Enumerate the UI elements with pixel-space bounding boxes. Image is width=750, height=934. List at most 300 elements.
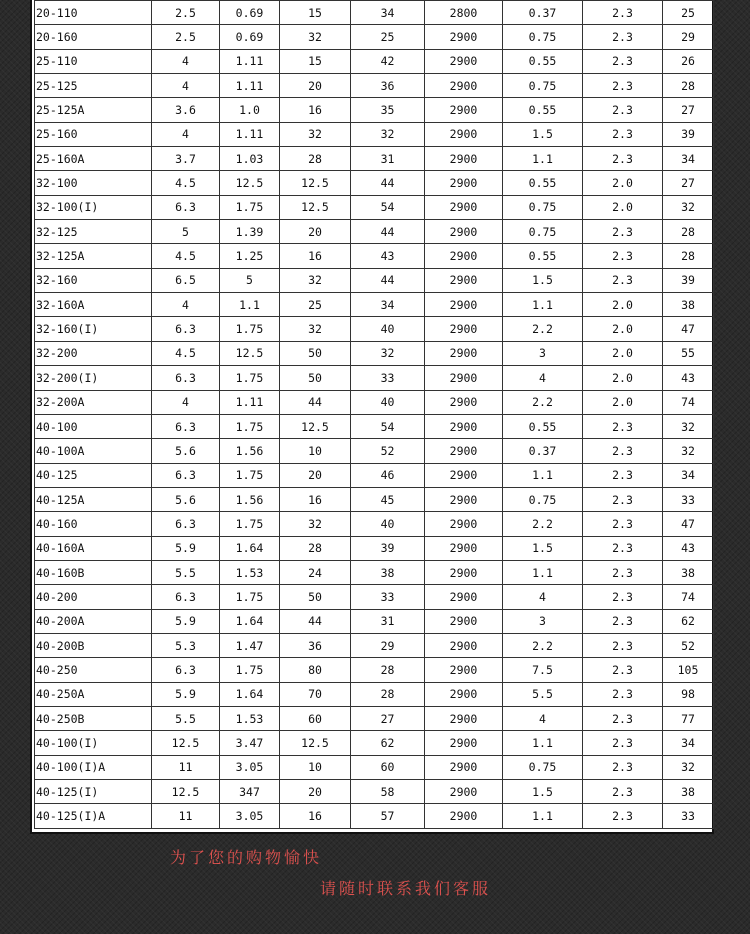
table-cell: 10 bbox=[280, 755, 351, 779]
table-cell: 1.1 bbox=[503, 147, 583, 171]
table-cell: 2900 bbox=[425, 682, 503, 706]
table-cell: 2.3 bbox=[583, 609, 663, 633]
table-row bbox=[35, 293, 714, 317]
model-cell: 25-125 bbox=[35, 74, 152, 98]
model-cell: 32-100(I) bbox=[35, 195, 152, 219]
footer-thanks-text: 为了您的购物愉快 bbox=[170, 848, 323, 867]
table-cell: 2900 bbox=[425, 463, 503, 487]
table-cell: 40 bbox=[351, 317, 425, 341]
table-cell: 52 bbox=[351, 439, 425, 463]
table-cell: 1.11 bbox=[220, 122, 280, 146]
table-row bbox=[35, 414, 714, 438]
table-cell: 1.39 bbox=[220, 220, 280, 244]
table-cell: 1.53 bbox=[220, 706, 280, 730]
table-cell: 1.03 bbox=[220, 147, 280, 171]
table-cell: 5.5 bbox=[152, 706, 220, 730]
table-cell: 1.56 bbox=[220, 487, 280, 511]
table-cell: 4 bbox=[152, 122, 220, 146]
table-cell: 2.0 bbox=[583, 341, 663, 365]
table-cell: 7.5 bbox=[503, 658, 583, 682]
table-cell: 36 bbox=[280, 633, 351, 657]
footer-contact-text: 请随时联系我们客服 bbox=[320, 879, 492, 898]
table-cell: 80 bbox=[280, 658, 351, 682]
table-cell: 2900 bbox=[425, 293, 503, 317]
table-cell: 1.1 bbox=[503, 293, 583, 317]
table-cell: 20 bbox=[280, 220, 351, 244]
table-cell: 0.55 bbox=[503, 244, 583, 268]
table-cell: 2900 bbox=[425, 390, 503, 414]
table-cell: 2900 bbox=[425, 585, 503, 609]
table-cell: 4 bbox=[152, 74, 220, 98]
table-cell: 5.6 bbox=[152, 487, 220, 511]
model-cell: 32-200 bbox=[35, 341, 152, 365]
table-cell: 31 bbox=[351, 147, 425, 171]
table-cell: 2.3 bbox=[583, 536, 663, 560]
table-row bbox=[35, 755, 714, 779]
model-cell: 32-160(I) bbox=[35, 317, 152, 341]
table-cell: 2.3 bbox=[583, 512, 663, 536]
table-cell: 12.5 bbox=[220, 171, 280, 195]
table-row bbox=[35, 682, 714, 706]
table-cell: 2.5 bbox=[152, 1, 220, 25]
table-row bbox=[35, 317, 714, 341]
table-cell: 1.64 bbox=[220, 536, 280, 560]
table-cell: 34 bbox=[351, 293, 425, 317]
table-cell: 54 bbox=[351, 414, 425, 438]
table-cell: 5 bbox=[152, 220, 220, 244]
table-cell: 43 bbox=[351, 244, 425, 268]
table-cell: 31 bbox=[351, 609, 425, 633]
table-row bbox=[35, 780, 714, 804]
table-cell: 38 bbox=[351, 560, 425, 584]
table-cell: 34 bbox=[663, 147, 714, 171]
table-cell: 2.3 bbox=[583, 780, 663, 804]
table-cell: 32 bbox=[663, 414, 714, 438]
table-cell: 2900 bbox=[425, 341, 503, 365]
table-cell: 2.3 bbox=[583, 244, 663, 268]
table-cell: 3 bbox=[503, 341, 583, 365]
table-cell: 1.25 bbox=[220, 244, 280, 268]
table-cell: 1.11 bbox=[220, 74, 280, 98]
table-cell: 16 bbox=[280, 804, 351, 828]
table-cell: 3.47 bbox=[220, 731, 280, 755]
table-cell: 2.3 bbox=[583, 804, 663, 828]
table-cell: 44 bbox=[351, 268, 425, 292]
table-cell: 2.3 bbox=[583, 25, 663, 49]
table-cell: 6.3 bbox=[152, 463, 220, 487]
model-cell: 40-125(I) bbox=[35, 780, 152, 804]
table-cell: 1.0 bbox=[220, 98, 280, 122]
table-cell: 50 bbox=[280, 585, 351, 609]
table-cell: 2900 bbox=[425, 706, 503, 730]
table-cell: 28 bbox=[280, 536, 351, 560]
table-cell: 1.11 bbox=[220, 390, 280, 414]
table-cell: 2.3 bbox=[583, 122, 663, 146]
table-cell: 34 bbox=[663, 463, 714, 487]
model-cell: 32-160A bbox=[35, 293, 152, 317]
table-cell: 1.5 bbox=[503, 780, 583, 804]
table-cell: 2900 bbox=[425, 658, 503, 682]
model-cell: 40-160A bbox=[35, 536, 152, 560]
table-row bbox=[35, 220, 714, 244]
table-cell: 0.75 bbox=[503, 487, 583, 511]
table-cell: 2.0 bbox=[583, 390, 663, 414]
table-cell: 1.75 bbox=[220, 658, 280, 682]
model-cell: 40-125 bbox=[35, 463, 152, 487]
table-row bbox=[35, 98, 714, 122]
table-cell: 2.3 bbox=[583, 755, 663, 779]
table-row bbox=[35, 195, 714, 219]
table-cell: 28 bbox=[663, 74, 714, 98]
model-cell: 32-160 bbox=[35, 268, 152, 292]
table-cell: 12.5 bbox=[220, 341, 280, 365]
table-row bbox=[35, 171, 714, 195]
model-cell: 25-160 bbox=[35, 122, 152, 146]
table-cell: 1.64 bbox=[220, 609, 280, 633]
table-cell: 12.5 bbox=[280, 731, 351, 755]
table-cell: 2900 bbox=[425, 317, 503, 341]
table-cell: 0.75 bbox=[503, 755, 583, 779]
table-row bbox=[35, 609, 714, 633]
table-cell: 2900 bbox=[425, 171, 503, 195]
table-cell: 77 bbox=[663, 706, 714, 730]
table-cell: 12.5 bbox=[280, 171, 351, 195]
table-cell: 25 bbox=[280, 293, 351, 317]
table-cell: 2.3 bbox=[583, 682, 663, 706]
table-cell: 2900 bbox=[425, 755, 503, 779]
table-cell: 2.0 bbox=[583, 366, 663, 390]
table-cell: 2.3 bbox=[583, 560, 663, 584]
table-cell: 98 bbox=[663, 682, 714, 706]
table-cell: 2.2 bbox=[503, 633, 583, 657]
table-cell: 2.0 bbox=[583, 195, 663, 219]
model-cell: 40-160 bbox=[35, 512, 152, 536]
table-cell: 33 bbox=[351, 366, 425, 390]
table-cell: 1.75 bbox=[220, 512, 280, 536]
model-cell: 40-250 bbox=[35, 658, 152, 682]
table-cell: 4 bbox=[503, 366, 583, 390]
table-cell: 1.47 bbox=[220, 633, 280, 657]
model-cell: 32-125 bbox=[35, 220, 152, 244]
model-cell: 25-160A bbox=[35, 147, 152, 171]
table-cell: 10 bbox=[280, 439, 351, 463]
table-cell: 2.0 bbox=[583, 317, 663, 341]
table-cell: 4 bbox=[152, 390, 220, 414]
table-cell: 28 bbox=[663, 220, 714, 244]
table-cell: 2.3 bbox=[583, 487, 663, 511]
table-cell: 16 bbox=[280, 98, 351, 122]
table-cell: 32 bbox=[663, 195, 714, 219]
table-cell: 32 bbox=[280, 512, 351, 536]
model-cell: 40-250B bbox=[35, 706, 152, 730]
table-cell: 2900 bbox=[425, 366, 503, 390]
table-cell: 0.69 bbox=[220, 1, 280, 25]
table-cell: 0.37 bbox=[503, 1, 583, 25]
model-cell: 40-200B bbox=[35, 633, 152, 657]
table-cell: 43 bbox=[663, 536, 714, 560]
table-cell: 2900 bbox=[425, 268, 503, 292]
table-cell: 2900 bbox=[425, 25, 503, 49]
table-cell: 2.0 bbox=[583, 293, 663, 317]
table-cell: 44 bbox=[351, 171, 425, 195]
table-cell: 40 bbox=[351, 390, 425, 414]
table-cell: 55 bbox=[663, 341, 714, 365]
table-cell: 4 bbox=[152, 293, 220, 317]
table-cell: 28 bbox=[663, 244, 714, 268]
model-cell: 20-160 bbox=[35, 25, 152, 49]
table-cell: 32 bbox=[280, 25, 351, 49]
table-cell: 62 bbox=[663, 609, 714, 633]
table-cell: 32 bbox=[280, 268, 351, 292]
table-cell: 5.9 bbox=[152, 536, 220, 560]
table-cell: 25 bbox=[663, 1, 714, 25]
table-cell: 0.75 bbox=[503, 74, 583, 98]
table-cell: 34 bbox=[663, 731, 714, 755]
table-cell: 347 bbox=[220, 780, 280, 804]
table-cell: 26 bbox=[663, 49, 714, 73]
table-row bbox=[35, 439, 714, 463]
table-cell: 0.69 bbox=[220, 25, 280, 49]
table-row bbox=[35, 804, 714, 828]
table-row bbox=[35, 366, 714, 390]
table-cell: 11 bbox=[152, 755, 220, 779]
table-cell: 5.9 bbox=[152, 682, 220, 706]
table-cell: 2900 bbox=[425, 98, 503, 122]
table-cell: 2.0 bbox=[583, 171, 663, 195]
table-cell: 38 bbox=[663, 293, 714, 317]
table-cell: 105 bbox=[663, 658, 714, 682]
table-row bbox=[35, 1, 714, 25]
table-row bbox=[35, 244, 714, 268]
table-cell: 60 bbox=[280, 706, 351, 730]
table-cell: 2.3 bbox=[583, 268, 663, 292]
table-cell: 2.3 bbox=[583, 463, 663, 487]
table-cell: 2900 bbox=[425, 74, 503, 98]
table-row bbox=[35, 731, 714, 755]
table-row bbox=[35, 341, 714, 365]
model-cell: 25-110 bbox=[35, 49, 152, 73]
model-cell: 40-100 bbox=[35, 414, 152, 438]
table-cell: 2900 bbox=[425, 414, 503, 438]
table-cell: 2.3 bbox=[583, 74, 663, 98]
table-cell: 6.3 bbox=[152, 366, 220, 390]
table-cell: 2.3 bbox=[583, 49, 663, 73]
table-row bbox=[35, 658, 714, 682]
table-cell: 44 bbox=[280, 390, 351, 414]
table-cell: 2.3 bbox=[583, 414, 663, 438]
table-cell: 39 bbox=[351, 536, 425, 560]
model-cell: 32-200(I) bbox=[35, 366, 152, 390]
table-cell: 1.75 bbox=[220, 195, 280, 219]
table-cell: 42 bbox=[351, 49, 425, 73]
table-cell: 39 bbox=[663, 268, 714, 292]
table-cell: 32 bbox=[280, 122, 351, 146]
table-cell: 2.3 bbox=[583, 731, 663, 755]
table-row bbox=[35, 585, 714, 609]
table-cell: 2900 bbox=[425, 439, 503, 463]
table-cell: 6.3 bbox=[152, 585, 220, 609]
table-cell: 0.55 bbox=[503, 49, 583, 73]
table-cell: 52 bbox=[663, 633, 714, 657]
table-row bbox=[35, 147, 714, 171]
table-cell: 57 bbox=[351, 804, 425, 828]
table-cell: 34 bbox=[351, 1, 425, 25]
table-cell: 4.5 bbox=[152, 171, 220, 195]
table-cell: 20 bbox=[280, 74, 351, 98]
table-cell: 1.75 bbox=[220, 414, 280, 438]
table-cell: 16 bbox=[280, 487, 351, 511]
table-cell: 43 bbox=[663, 366, 714, 390]
table-cell: 2800 bbox=[425, 1, 503, 25]
model-cell: 20-110 bbox=[35, 1, 152, 25]
table-cell: 15 bbox=[280, 1, 351, 25]
table-cell: 1.5 bbox=[503, 268, 583, 292]
table-cell: 6.3 bbox=[152, 414, 220, 438]
table-cell: 12.5 bbox=[152, 731, 220, 755]
table-cell: 2.3 bbox=[583, 585, 663, 609]
model-cell: 32-200A bbox=[35, 390, 152, 414]
table-cell: 2900 bbox=[425, 780, 503, 804]
table-cell: 20 bbox=[280, 463, 351, 487]
table-cell: 27 bbox=[663, 171, 714, 195]
table-cell: 1.5 bbox=[503, 122, 583, 146]
table-cell: 3.6 bbox=[152, 98, 220, 122]
table-cell: 1.5 bbox=[503, 536, 583, 560]
table-cell: 2.3 bbox=[583, 98, 663, 122]
model-cell: 32-125A bbox=[35, 244, 152, 268]
model-cell: 40-100(I)A bbox=[35, 755, 152, 779]
table-cell: 2900 bbox=[425, 560, 503, 584]
table-cell: 1.75 bbox=[220, 317, 280, 341]
table-cell: 5.9 bbox=[152, 609, 220, 633]
table-cell: 0.55 bbox=[503, 171, 583, 195]
table-cell: 3.05 bbox=[220, 804, 280, 828]
table-cell: 27 bbox=[663, 98, 714, 122]
table-cell: 32 bbox=[351, 122, 425, 146]
table-cell: 5.5 bbox=[503, 682, 583, 706]
table-cell: 47 bbox=[663, 317, 714, 341]
model-cell: 40-125(I)A bbox=[35, 804, 152, 828]
table-cell: 2900 bbox=[425, 244, 503, 268]
table-cell: 50 bbox=[280, 341, 351, 365]
table-cell: 1.1 bbox=[503, 463, 583, 487]
table-cell: 54 bbox=[351, 195, 425, 219]
table-cell: 5 bbox=[220, 268, 280, 292]
table-cell: 27 bbox=[351, 706, 425, 730]
table-cell: 0.55 bbox=[503, 414, 583, 438]
table-cell: 0.75 bbox=[503, 220, 583, 244]
table-cell: 2.3 bbox=[583, 633, 663, 657]
table-cell: 15 bbox=[280, 49, 351, 73]
table-cell: 29 bbox=[663, 25, 714, 49]
table-cell: 1.1 bbox=[503, 731, 583, 755]
table-cell: 1.1 bbox=[503, 560, 583, 584]
table-cell: 2.3 bbox=[583, 1, 663, 25]
table-cell: 4.5 bbox=[152, 244, 220, 268]
model-cell: 40-200 bbox=[35, 585, 152, 609]
table-cell: 6.3 bbox=[152, 512, 220, 536]
table-cell: 32 bbox=[663, 755, 714, 779]
table-row bbox=[35, 122, 714, 146]
table-cell: 28 bbox=[351, 682, 425, 706]
table-row bbox=[35, 390, 714, 414]
model-cell: 40-100(I) bbox=[35, 731, 152, 755]
table-cell: 2900 bbox=[425, 487, 503, 511]
table-cell: 1.75 bbox=[220, 585, 280, 609]
model-cell: 32-100 bbox=[35, 171, 152, 195]
table-cell: 2.2 bbox=[503, 317, 583, 341]
table-cell: 1.1 bbox=[220, 293, 280, 317]
table-row bbox=[35, 487, 714, 511]
table-cell: 2.3 bbox=[583, 439, 663, 463]
model-cell: 25-125A bbox=[35, 98, 152, 122]
table-cell: 6.3 bbox=[152, 317, 220, 341]
table-cell: 35 bbox=[351, 98, 425, 122]
table-cell: 32 bbox=[280, 317, 351, 341]
table-cell: 1.11 bbox=[220, 49, 280, 73]
table-cell: 0.37 bbox=[503, 439, 583, 463]
model-cell: 40-200A bbox=[35, 609, 152, 633]
table-cell: 2.2 bbox=[503, 390, 583, 414]
table-cell: 74 bbox=[663, 585, 714, 609]
table-cell: 3.7 bbox=[152, 147, 220, 171]
table-cell: 2.3 bbox=[583, 220, 663, 244]
table-row bbox=[35, 512, 714, 536]
model-cell: 40-250A bbox=[35, 682, 152, 706]
table-cell: 29 bbox=[351, 633, 425, 657]
table-cell: 2.2 bbox=[503, 512, 583, 536]
table-cell: 0.55 bbox=[503, 98, 583, 122]
table-row bbox=[35, 633, 714, 657]
table-cell: 2900 bbox=[425, 609, 503, 633]
table-cell: 39 bbox=[663, 122, 714, 146]
table-cell: 1.64 bbox=[220, 682, 280, 706]
table-row bbox=[35, 25, 714, 49]
table-cell: 0.75 bbox=[503, 195, 583, 219]
table-cell: 2.3 bbox=[583, 658, 663, 682]
table-cell: 12.5 bbox=[280, 195, 351, 219]
table-cell: 36 bbox=[351, 74, 425, 98]
table-cell: 2900 bbox=[425, 147, 503, 171]
table-cell: 12.5 bbox=[152, 780, 220, 804]
table-cell: 11 bbox=[152, 804, 220, 828]
table-cell: 46 bbox=[351, 463, 425, 487]
table-cell: 12.5 bbox=[280, 414, 351, 438]
pump-spec-table bbox=[34, 0, 714, 829]
table-cell: 44 bbox=[280, 609, 351, 633]
table-row bbox=[35, 74, 714, 98]
table-cell: 33 bbox=[663, 487, 714, 511]
model-cell: 40-160B bbox=[35, 560, 152, 584]
table-cell: 32 bbox=[351, 341, 425, 365]
table-cell: 28 bbox=[351, 658, 425, 682]
table-cell: 38 bbox=[663, 780, 714, 804]
table-cell: 4 bbox=[503, 706, 583, 730]
table-cell: 2900 bbox=[425, 804, 503, 828]
table-cell: 70 bbox=[280, 682, 351, 706]
table-cell: 20 bbox=[280, 780, 351, 804]
table-cell: 32 bbox=[663, 439, 714, 463]
table-cell: 28 bbox=[280, 147, 351, 171]
table-cell: 16 bbox=[280, 244, 351, 268]
table-cell: 1.53 bbox=[220, 560, 280, 584]
table-row bbox=[35, 536, 714, 560]
table-cell: 2900 bbox=[425, 512, 503, 536]
table-row bbox=[35, 49, 714, 73]
table-cell: 1.75 bbox=[220, 463, 280, 487]
table-cell: 5.3 bbox=[152, 633, 220, 657]
table-cell: 4.5 bbox=[152, 341, 220, 365]
